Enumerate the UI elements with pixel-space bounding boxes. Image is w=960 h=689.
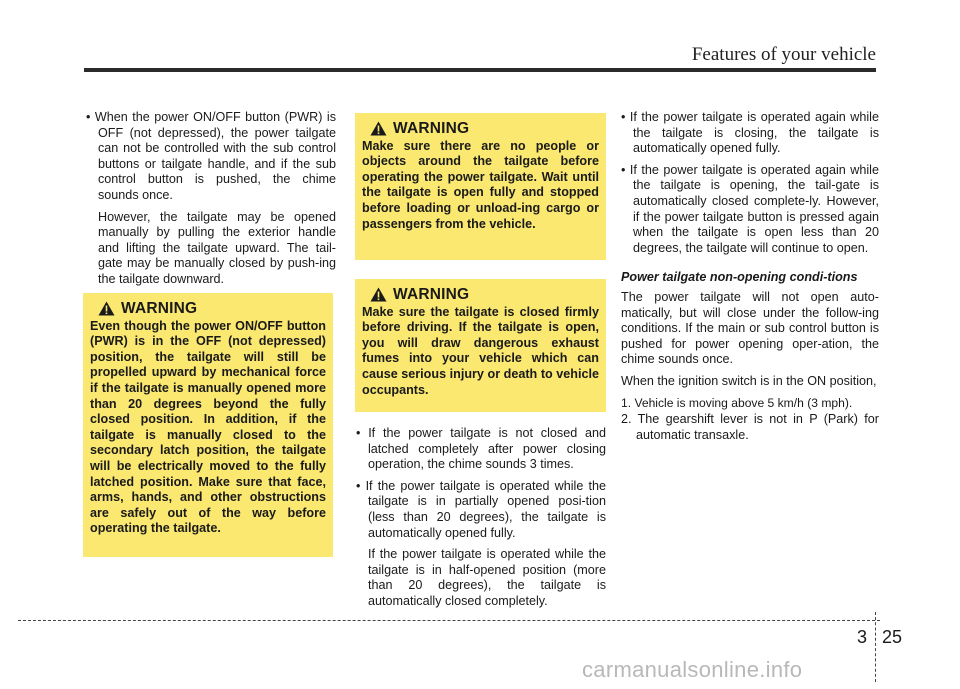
bullet-text: If the power tailgate is operated again while the tailgate is opening, the tail-gate is automatically closed complete-ly. However, if the power tailgate button is pressed again when the tailgate is open less than 20 degrees, the tailgate will continue to open. — [629, 162, 879, 255]
section-title: Features of your vehicle — [691, 44, 876, 65]
warning-text: Make sure there are no people or objects around the tailgate before operating the power tailgate. Wait until the tailgate is open fully and stopped before loading or unload-ing cargo or passengers from the vehicle. — [362, 138, 599, 231]
warning-triangle-icon — [370, 121, 387, 136]
bullet-item: • If the power tailgate is operated again while the tailgate is opening, the tail-gate is automatically closed complete-ly. However, if the power tailgate button is pressed again when the tailgate is open less than 20 degrees, the tailgate will continue to open. — [621, 162, 879, 255]
bullet-item: • If the power tailgate is operated again while the tailgate is closing, the tailgate is automatically opened fully. — [621, 110, 879, 156]
column-3 — [621, 110, 879, 449]
numbered-item: 1. Vehicle is moving above 5 km/h (3 mph). — [621, 395, 853, 410]
warning-box — [355, 113, 606, 260]
warning-box — [83, 293, 333, 557]
warning-text: Make sure the tailgate is closed firmly before driving. If the tailgate is open, you will draw dangerous exhaust fumes into your vehicle which can cause serious injury or death to vehicle occupants. — [362, 304, 599, 397]
subheading: Power tailgate non-opening condi-tions — [621, 270, 858, 285]
numbered-item: 2. The gearshift lever is not in P (Park) for automatic transaxle. — [621, 412, 879, 442]
bullet-text: If the power tailgate is not closed and latched completely after power closing operation, the chime sounds 3 times. — [368, 426, 606, 472]
paragraph: When the ignition switch is in the ON position, — [621, 373, 877, 388]
page-number: 25 — [882, 627, 903, 647]
warning-text: Even though the power ON/OFF button (PWR) is in the OFF (not depressed) position, the tailgate will still be propelled upward by mechanical force if the tailgate is manually opened more than 20 degrees beyond the fully closed position. In addition, if the tailgate is manually closed to the secondary latch position, the tailgate will be electrically moved to the fully latched position. Make sure that face, arms, hands, and other obstructions are safely out of the way before operating the tailgate. — [90, 318, 326, 536]
column-2 — [356, 426, 606, 616]
footer-divider — [875, 612, 876, 682]
warning-header — [90, 301, 326, 317]
warning-title: WARNING — [393, 286, 470, 303]
bullet-item: • If the power tailgate is operated while the tailgate is in partially opened posi-tion (less than 20 degrees), the tailgate is automatically opened fully. — [356, 478, 606, 540]
warning-title: WARNING — [121, 300, 198, 317]
warning-title: WARNING — [393, 120, 470, 137]
warning-box — [355, 279, 606, 412]
bullet-text: If the power tailgate is operated while the tailgate is in partially opened posi-tion (less than 20 degrees), the tailgate is automatically opened fully. — [365, 478, 606, 540]
footer-rule — [18, 620, 880, 621]
paragraph: If the power tailgate is operated while the tailgate is in half-opened position (more than 20 degrees), the tailgate is automatically closed completely. — [368, 547, 606, 608]
bullet-item: • When the power ON/OFF button (PWR) is OFF (not depressed), the power tailgate can not be controlled with the sub control buttons or tailgate handle, and if the sub control button is pushed, the chime sounds once. — [86, 110, 336, 202]
watermark: carmanualsonline.info — [582, 657, 803, 682]
bullet-text: If the power tailgate is operated again while the tailgate is closing, the tailgate is automatically opened fully. — [629, 110, 879, 156]
chapter-number: 3 — [857, 627, 868, 647]
paragraph: The power tailgate will not open auto-matically, but will close under the follow-ing conditions. If the main or sub control button is pushed for power opening oper-ation, the chime sounds once. — [621, 289, 879, 367]
column-1 — [86, 110, 336, 294]
bullet-text: When the power ON/OFF button (PWR) is OFF (not depressed), the power tailgate can not be controlled with the sub control buttons or tailgate handle, and if the sub control button is pushed, the chime sounds once. — [94, 110, 336, 202]
warning-header — [362, 287, 599, 303]
paragraph: However, the tailgate may be opened manually by pulling the exterior handle and lifting the tailgate upward. The tail-gate may be manually closed by push-ing the tailgate downward. — [98, 209, 336, 286]
warning-header — [362, 121, 599, 137]
bullet-item: • If the power tailgate is not closed and latched completely after power closing operation, the chime sounds 3 times. — [356, 426, 606, 472]
header-rule — [84, 68, 876, 72]
warning-triangle-icon — [98, 301, 115, 316]
warning-triangle-icon — [370, 287, 387, 302]
